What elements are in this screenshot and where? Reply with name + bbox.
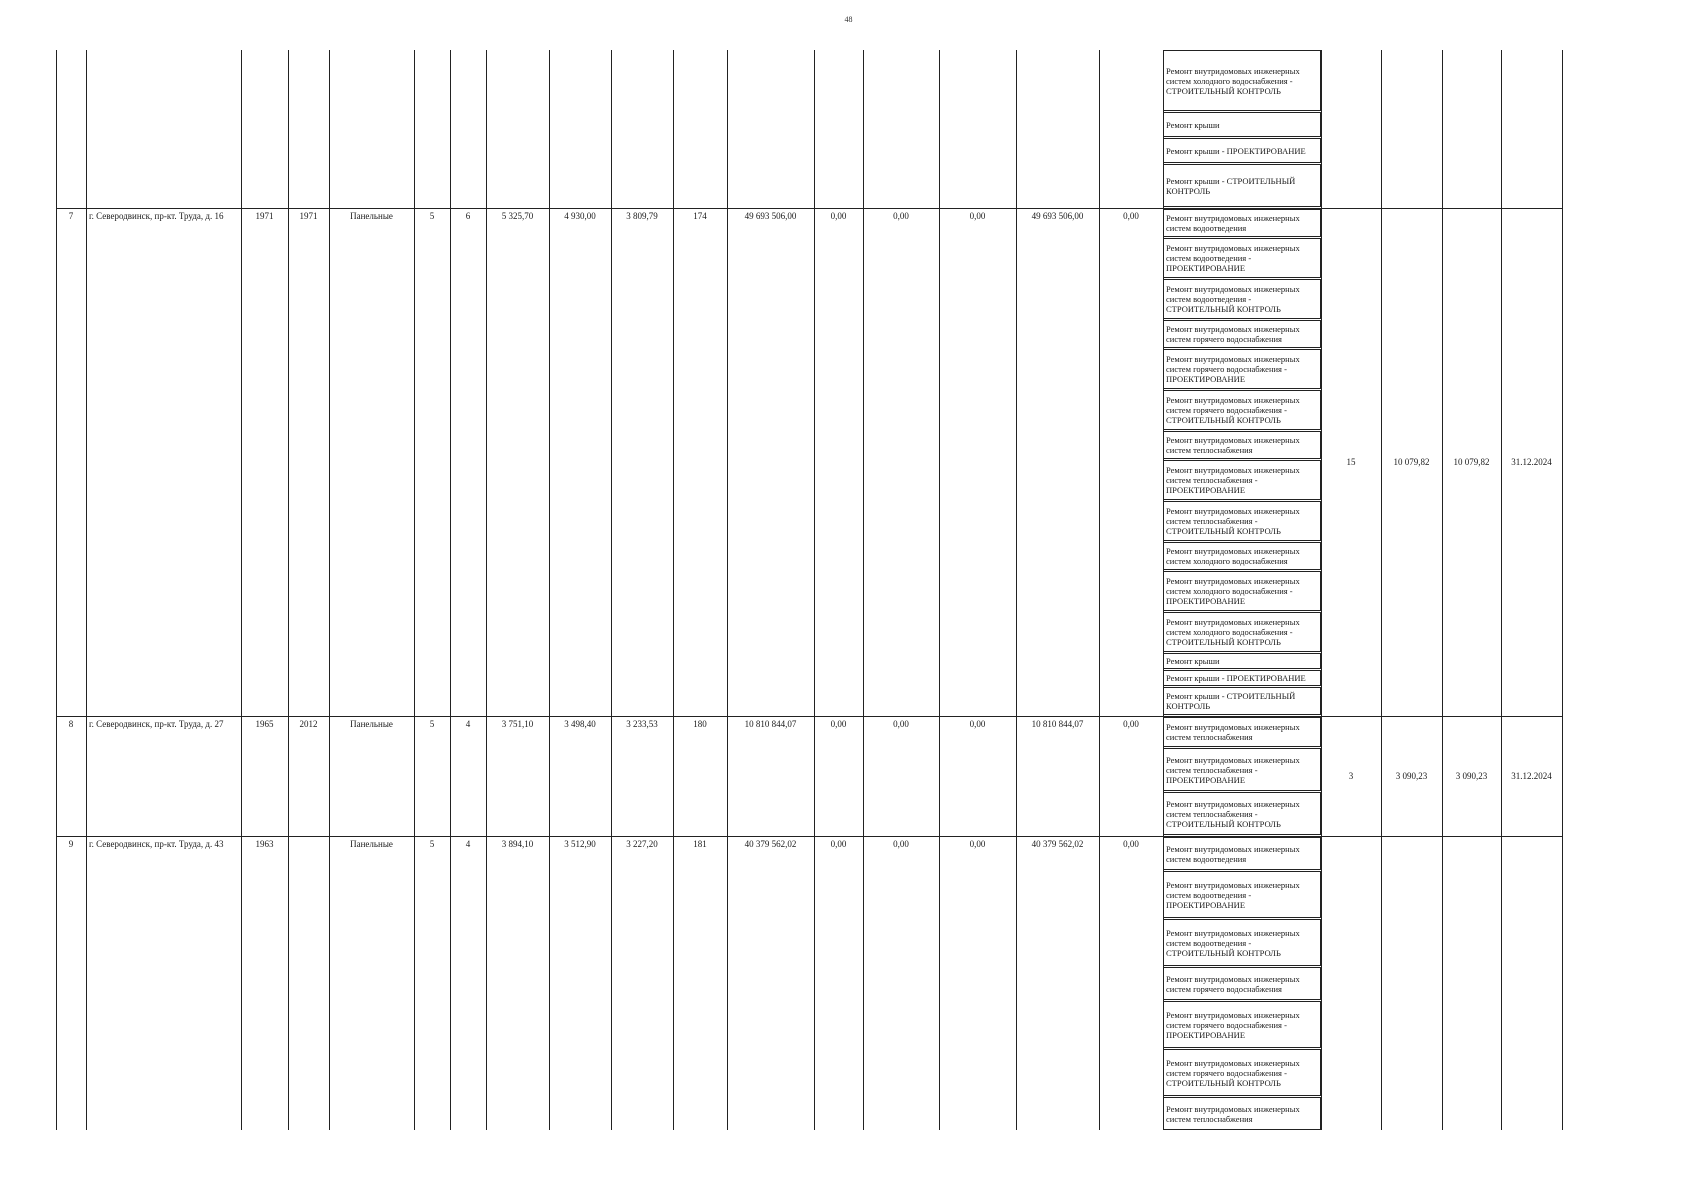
area-premises-cell: 3 498,40 <box>564 719 596 729</box>
fund-federal-cell: 0,00 <box>830 839 847 849</box>
fund-owners-cell: 49 693 506,00 <box>1031 211 1084 221</box>
residents-cell: 174 <box>693 211 707 221</box>
work-item <box>1163 653 1321 669</box>
work-item <box>1163 164 1321 207</box>
total-area-cell: 5 325,70 <box>501 211 534 221</box>
year-overhaul-cell: 2012 <box>299 719 318 729</box>
cost-total-cell: 40 379 562,02 <box>744 839 797 849</box>
work-item <box>1163 748 1321 791</box>
wall-material-cell: Панельные <box>350 719 393 729</box>
work-item <box>1163 460 1321 500</box>
works-count-cell: 3 <box>1348 771 1354 781</box>
area-residential-cell: 3 227,20 <box>626 839 658 849</box>
year-built-cell: 1963 <box>255 839 274 849</box>
address-cell: г. Северодвинск, пр-кт. Труда, д. 27 <box>89 719 224 729</box>
fund-regional-cell: 0,00 <box>893 211 909 221</box>
work-label: Ремонт внутридомовых инженерных систем водоотведения <box>1166 843 1300 864</box>
work-item <box>1163 967 1321 1000</box>
work-label: Ремонт внутридомовых инженерных систем теплоснабжения - СТРОИТЕЛЬНЫЙ КОНТРОЛЬ <box>1166 798 1300 829</box>
fund-other-cell: 0,00 <box>1123 839 1139 849</box>
wall-material-cell: Панельные <box>350 839 393 849</box>
work-item <box>1163 871 1321 918</box>
work-label: Ремонт крыши - ПРОЕКТИРОВАНИЕ <box>1166 145 1306 156</box>
row-number: 9 <box>68 839 74 849</box>
work-label: Ремонт внутридомовых инженерных систем теплоснабжения <box>1166 722 1300 742</box>
work-item <box>1163 542 1321 570</box>
wall-material-cell: Панельные <box>350 211 393 221</box>
works-count-cell: 15 <box>1346 457 1356 467</box>
work-label: Ремонт крыши - ПРОЕКТИРОВАНИЕ <box>1166 673 1306 683</box>
area-residential-cell: 3 809,79 <box>626 211 658 221</box>
fund-other-cell: 0,00 <box>1123 211 1139 221</box>
fund-regional-cell: 0,00 <box>893 719 909 729</box>
work-label: Ремонт крыши - СТРОИТЕЛЬНЫЙ КОНТРОЛЬ <box>1166 175 1296 196</box>
area-premises-cell: 4 930,00 <box>564 211 596 221</box>
work-item <box>1163 1001 1321 1048</box>
fund-regional-cell: 0,00 <box>893 839 909 849</box>
work-label: Ремонт внутридомовых инженерных систем водоотведения - СТРОИТЕЛЬНЫЙ КОНТРОЛЬ <box>1166 284 1300 314</box>
work-item <box>1163 349 1321 389</box>
work-label: Ремонт внутридомовых инженерных систем водоотведения - ПРОЕКТИРОВАНИЕ <box>1166 879 1300 910</box>
address-cell: г. Северодвинск, пр-кт. Труда, д. 16 <box>89 211 224 221</box>
work-label: Ремонт внутридомовых инженерных систем теплоснабжения <box>1166 1103 1300 1124</box>
work-item <box>1163 279 1321 319</box>
entrances-cell: 6 <box>465 211 471 221</box>
work-label: Ремонт внутридомовых инженерных систем холодного водоснабжения - ПРОЕКТИРОВАНИЕ <box>1166 576 1300 606</box>
work-item <box>1163 571 1321 611</box>
work-item <box>1163 209 1321 237</box>
total-area-cell: 3 751,10 <box>501 719 534 729</box>
work-item <box>1163 390 1321 430</box>
cost-total-cell: 49 693 506,00 <box>744 211 797 221</box>
fund-other-cell: 0,00 <box>1123 719 1139 729</box>
floors-cell: 5 <box>429 839 435 849</box>
work-label: Ремонт внутридомовых инженерных систем горячего водоснабжения <box>1166 973 1300 994</box>
work-label: Ремонт крыши <box>1166 119 1220 130</box>
fund-owners-cell: 40 379 562,02 <box>1031 839 1084 849</box>
entrances-cell: 4 <box>465 719 471 729</box>
area-premises-cell: 3 512,90 <box>564 839 596 849</box>
year-built-cell: 1971 <box>255 211 274 221</box>
unit-cost-cell: 3 090,23 <box>1395 771 1428 781</box>
work-label: Ремонт внутридомовых инженерных систем горячего водоснабжения - СТРОИТЕЛЬНЫЙ КОНТРОЛЬ <box>1166 1057 1300 1088</box>
floors-cell: 5 <box>429 211 435 221</box>
work-item <box>1163 612 1321 652</box>
total-area-cell: 3 894,10 <box>501 839 534 849</box>
work-label: Ремонт внутридомовых инженерных систем холодного водоснабжения <box>1166 546 1300 566</box>
work-label: Ремонт крыши <box>1166 656 1220 666</box>
fund-local-cell: 0,00 <box>969 719 986 729</box>
page-number: 48 <box>844 15 853 24</box>
work-item <box>1163 792 1321 835</box>
work-item <box>1163 717 1321 747</box>
work-label: Ремонт крыши - СТРОИТЕЛЬНЫЙ КОНТРОЛЬ <box>1166 691 1296 711</box>
work-label: Ремонт внутридомовых инженерных систем теплоснабжения - ПРОЕКТИРОВАНИЕ <box>1166 465 1300 495</box>
max-unit-cost-cell: 10 079,82 <box>1453 457 1490 467</box>
work-item <box>1163 919 1321 966</box>
work-item <box>1163 112 1321 137</box>
work-label: Ремонт внутридомовых инженерных систем теплоснабжения - СТРОИТЕЛЬНЫЙ КОНТРОЛЬ <box>1166 506 1300 536</box>
unit-cost-cell: 10 079,82 <box>1393 457 1430 467</box>
work-item <box>1163 1097 1321 1130</box>
work-label: Ремонт внутридомовых инженерных систем холодного водоснабжения - СТРОИТЕЛЬНЫЙ КОНТРОЛЬ <box>1166 65 1300 96</box>
entrances-cell: 4 <box>465 839 471 849</box>
work-item <box>1163 837 1321 870</box>
residents-cell: 181 <box>693 839 707 849</box>
work-item <box>1163 238 1321 278</box>
work-label: Ремонт внутридомовых инженерных систем горячего водоснабжения - СТРОИТЕЛЬНЫЙ КОНТРОЛЬ <box>1166 395 1300 425</box>
max-unit-cost-cell: 3 090,23 <box>1455 771 1488 781</box>
work-label: Ремонт внутридомовых инженерных систем теплоснабжения - ПРОЕКТИРОВАНИЕ <box>1166 754 1300 785</box>
fund-local-cell: 0,00 <box>969 839 986 849</box>
work-label: Ремонт внутридомовых инженерных систем горячего водоснабжения - ПРОЕКТИРОВАНИЕ <box>1166 1009 1300 1040</box>
deadline-cell: 31.12.2024 <box>1511 771 1552 781</box>
floors-cell: 5 <box>429 719 435 729</box>
fund-owners-cell: 10 810 844,07 <box>1031 719 1084 729</box>
deadline-cell: 31.12.2024 <box>1511 457 1552 467</box>
year-overhaul-cell: 1971 <box>299 211 318 221</box>
row-number: 7 <box>68 211 74 221</box>
work-label: Ремонт внутридомовых инженерных систем горячего водоснабжения - ПРОЕКТИРОВАНИЕ <box>1166 354 1300 384</box>
work-label: Ремонт внутридомовых инженерных систем холодного водоснабжения - СТРОИТЕЛЬНЫЙ КОНТРОЛЬ <box>1166 617 1300 647</box>
area-residential-cell: 3 233,53 <box>626 719 658 729</box>
work-item <box>1163 138 1321 163</box>
cost-total-cell: 10 810 844,07 <box>744 719 797 729</box>
work-item <box>1163 501 1321 541</box>
fund-federal-cell: 0,00 <box>830 211 847 221</box>
work-label: Ремонт внутридомовых инженерных систем горячего водоснабжения <box>1166 324 1300 344</box>
work-item <box>1163 431 1321 459</box>
work-label: Ремонт внутридомовых инженерных систем теплоснабжения <box>1166 435 1300 455</box>
work-item <box>1163 50 1321 111</box>
work-label: Ремонт внутридомовых инженерных систем водоотведения <box>1166 213 1300 233</box>
work-label: Ремонт внутридомовых инженерных систем водоотведения - ПРОЕКТИРОВАНИЕ <box>1166 243 1300 273</box>
row-number: 8 <box>68 719 74 729</box>
fund-local-cell: 0,00 <box>969 211 986 221</box>
work-item <box>1163 687 1321 715</box>
fund-federal-cell: 0,00 <box>830 719 847 729</box>
year-built-cell: 1965 <box>255 719 274 729</box>
address-cell: г. Северодвинск, пр-кт. Труда, д. 43 <box>89 839 224 849</box>
residents-cell: 180 <box>693 719 707 729</box>
work-label: Ремонт внутридомовых инженерных систем водоотведения - СТРОИТЕЛЬНЫЙ КОНТРОЛЬ <box>1166 927 1300 958</box>
work-item <box>1163 1049 1321 1096</box>
work-item <box>1163 320 1321 348</box>
work-item <box>1163 670 1321 686</box>
